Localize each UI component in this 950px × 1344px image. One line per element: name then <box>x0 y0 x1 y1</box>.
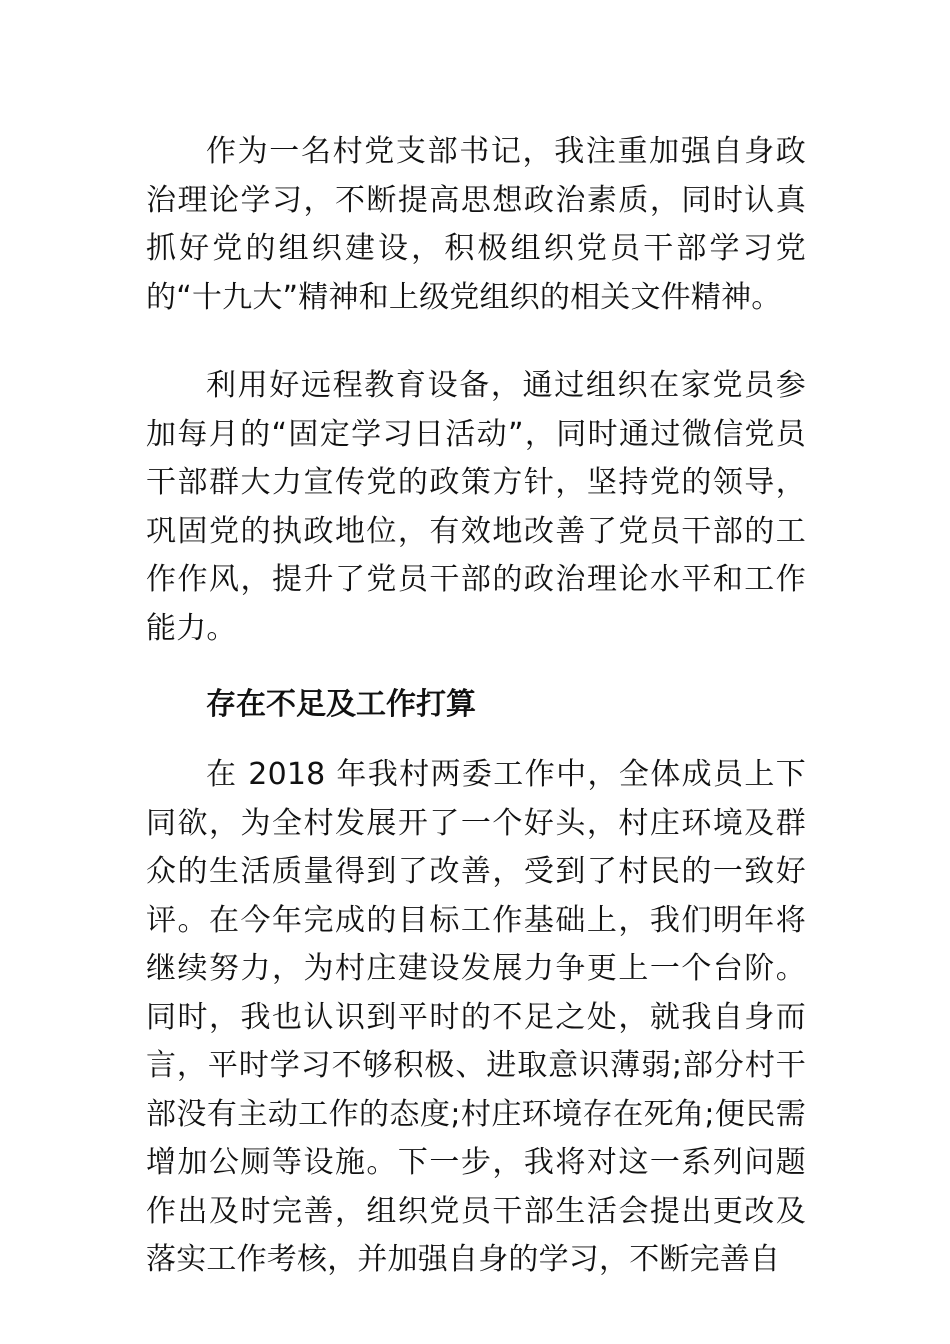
document-page <box>146 128 806 1285</box>
section-heading: 存在不足及工作打算 <box>206 687 476 722</box>
paragraph-remote-education: 利用好远程教育设备，通过组织在家党员参加每月的“固定学习日活动”，同时通过微信党员干部群大力宣传党的政策方针，坚持党的领导，巩固党的执政地位，有效地改善了党员干部的工作作风，提升了党员干部的政治理论水平和工作能力。 <box>146 368 806 646</box>
paragraph-shortcomings-plans: 在 2018 年我村两委工作中，全体成员上下同欲，为全村发展开了一个好头，村庄环境及群众的生活质量得到了改善，受到了村民的一致好评。在今年完成的目标工作基础上，我们明年将继续努力，为村庄建设发展力争更上一个台阶。同时，我也认识到平时的不足之处，就我自身而言，平时学习不够积极、进取意识薄弱;部分村干部没有主动工作的态度;村庄环境存在死角;便民需增加公厕等设施。下一步，我将对这一系列问题作出及时完善，组织党员干部生活会提出更改及落实工作考核，并加强自身的学习，不断完善自 <box>146 757 806 1277</box>
paragraph-party-study: 作为一名村党支部书记，我注重加强自身政治理论学习，不断提高思想政治素质，同时认真抓好党的组织建设，积极组织党员干部学习党的“十九大”精神和上级党组织的相关文件精神。 <box>146 134 806 315</box>
